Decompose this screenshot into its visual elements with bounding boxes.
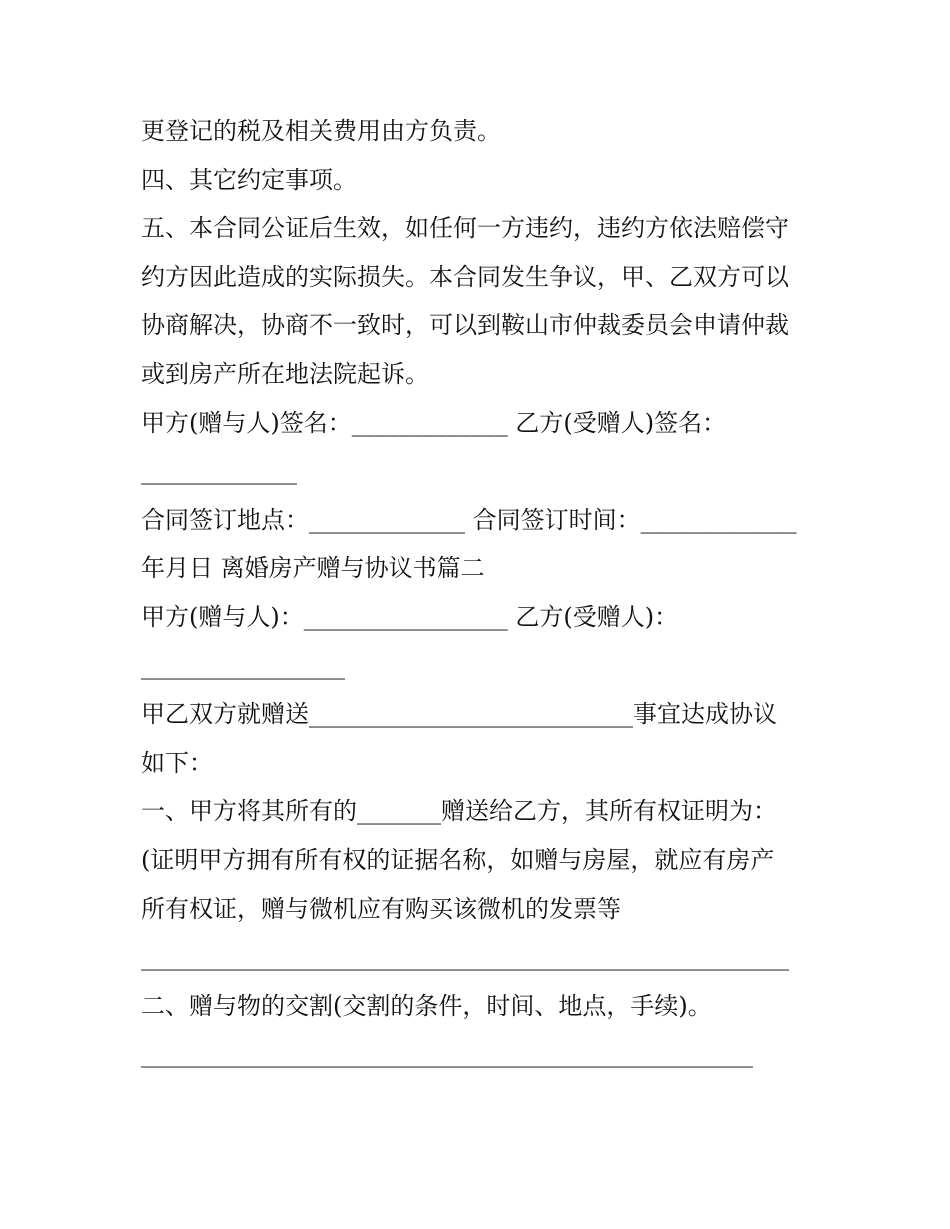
text-line-tax-responsibility: 更登记的税及相关费用由方负责。 <box>141 117 501 145</box>
text-line-clause-two: 二、赠与物的交割(交割的条件，时间、地点，手续)。 <box>141 991 712 1020</box>
text-line-signature-blank: _____________ <box>141 457 297 486</box>
text-line-as-follows: 如下： <box>141 748 213 777</box>
text-line-party-blank: _________________ <box>141 651 345 680</box>
text-line-section-five-3: 协商解决，协商不一致时，可以到鞍山市仲裁委员会申请仲裁 <box>141 311 789 340</box>
document-body <box>141 107 841 1079</box>
text-line-section-five-1: 五、本合同公证后生效，如任何一方违约，违约方依法赔偿守 <box>141 214 789 243</box>
text-line-agreement-intro: 甲乙双方就赠送___________________________事宜达成协议 <box>141 700 777 729</box>
text-line-clause-one-3: 所有权证，赠与微机应有购买该微机的发票等 <box>141 894 621 923</box>
text-line-clause-one-1: 一、甲方将其所有的_______赠送给乙方，其所有权证明为： <box>141 797 777 826</box>
text-line-section-five-4: 或到房产所在地法院起诉。 <box>141 359 429 388</box>
text-line-signing-place-time: 合同签订地点：_____________ 合同签订时间：_____________ <box>141 505 797 534</box>
text-line-clause-two-blank: ___________________________________________________ <box>141 1040 753 1069</box>
text-line-signatures: 甲方(赠与人)签名：_____________ 乙方(受赠人)签名： <box>141 408 727 437</box>
text-line-clause-one-blank: ______________________________________________________ <box>141 943 789 972</box>
text-line-parties: 甲方(赠与人)：_________________ 乙方(受赠人)： <box>141 602 679 631</box>
text-line-section-five-2: 约方因此造成的实际损失。本合同发生争议，甲、乙双方可以 <box>141 262 789 291</box>
text-line-clause-one-2: (证明甲方拥有所有权的证据名称，如赠与房屋，就应有房产 <box>141 845 775 874</box>
text-line-section-four: 四、其它约定事项。 <box>141 165 357 194</box>
text-line-date-and-part-two-title: 年月日 离婚房产赠与协议书篇二 <box>141 554 485 583</box>
